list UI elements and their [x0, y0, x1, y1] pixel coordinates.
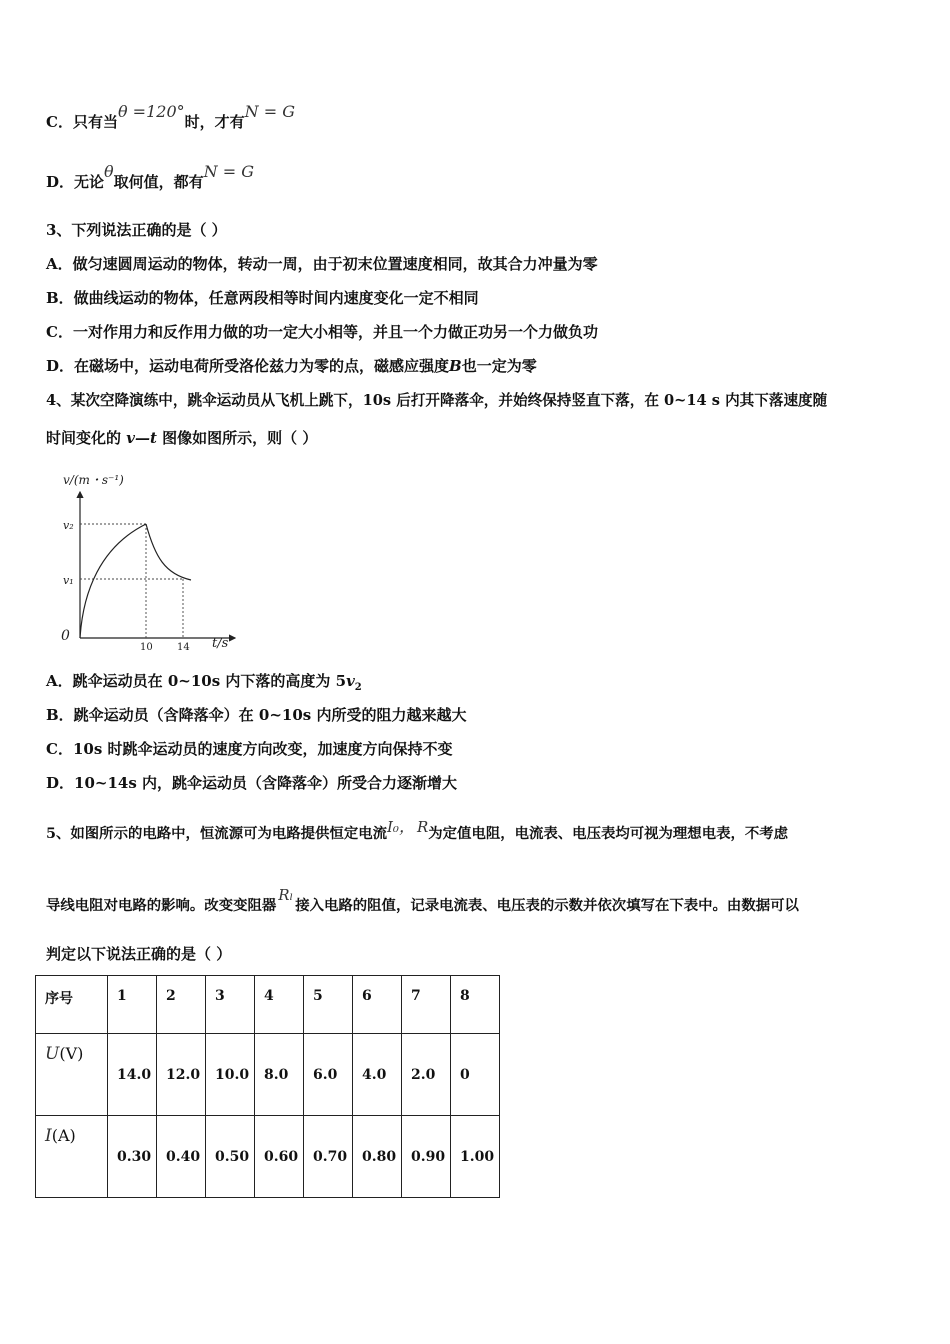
table-cell: 0.40 [157, 1116, 206, 1198]
table-row-current [36, 1116, 500, 1198]
table-cell: 14.0 [108, 1034, 157, 1116]
table-col-7: 7 [402, 976, 451, 1034]
table-current-label [36, 1116, 108, 1198]
q3-option-a: A．做匀速圆周运动的物体，转动一周，由于初末位置速度相同，故其合力冲量为零 [46, 255, 598, 273]
graph-origin-label: 0 [61, 628, 70, 644]
q4-stem-line2 [46, 428, 317, 448]
q3-option-d-var: B [449, 357, 462, 375]
q2-option-d-mid: 取何值，都有 [113, 173, 204, 191]
graph-curve-rising [80, 524, 146, 638]
graph-t14-label: 14 [177, 642, 190, 653]
graph-curve-falling [146, 524, 191, 580]
q4-option-b: B．跳伞运动员（含降落伞）在 0~10s 内所受的阻力越来越大 [46, 706, 467, 724]
q4-option-c: C．10s 时跳伞运动员的速度方向改变，加速度方向保持不变 [46, 740, 453, 758]
q2-option-c [46, 102, 295, 132]
q2-option-c-math-theta: θ =120° [117, 102, 185, 121]
q5-stem-line1 [46, 814, 789, 842]
graph-t10-label: 10 [140, 642, 153, 653]
table-cell: 2.0 [402, 1034, 451, 1116]
graph-v1-label: v₁ [63, 574, 74, 587]
table-cell: 8.0 [255, 1034, 304, 1116]
q2-option-c-math-n: N = G [244, 102, 295, 121]
q5-l1-resistor: R [416, 818, 429, 836]
table-row-header [36, 976, 500, 1034]
q5-l1-current: I₀ [387, 818, 399, 836]
q4-stem-post: 图像如图所示，则（ ） [156, 429, 318, 447]
q3-option-d-pre: D．在磁场中，运动电荷所受洛伦兹力为零的点，磁感应强度 [46, 357, 450, 375]
table-current-var: I [45, 1126, 52, 1146]
table-voltage-var: U [45, 1044, 60, 1064]
q4-stem-pre: 时间变化的 [46, 429, 127, 447]
table-cell: 12.0 [157, 1034, 206, 1116]
table-col-1: 1 [108, 976, 157, 1034]
q2-option-c-mid: 时，才有 [184, 113, 245, 131]
table-cell: 6.0 [304, 1034, 353, 1116]
table-cell: 0.60 [255, 1116, 304, 1198]
q3-option-c: C．一对作用力和反作用力做的功一定大小相等，并且一个力做正功另一个力做负功 [46, 323, 598, 341]
velocity-time-graph [55, 462, 245, 657]
table-cell: 0.80 [353, 1116, 402, 1198]
q3-option-d-post: 也一定为零 [461, 357, 537, 375]
q3-option-b: B．做曲线运动的物体，任意两段相等时间内速度变化一定不相同 [46, 289, 479, 307]
table-current-unit: (A) [51, 1126, 76, 1145]
q5-stem-line2 [46, 884, 799, 914]
q5-stem-line3: 判定以下说法正确的是（ ） [46, 945, 232, 963]
table-cell: 0.90 [402, 1116, 451, 1198]
q4-option-a-sub: 2 [354, 682, 362, 693]
q4-stem-var: v—t [126, 429, 157, 447]
table-voltage-label [36, 1034, 108, 1116]
table-col-4: 4 [255, 976, 304, 1034]
graph-v2-label: v₂ [63, 519, 74, 532]
q4-option-a-var: v [346, 672, 355, 690]
q5-l1-post: 为定值电阻，电流表、电压表均可视为理想电表，不考虑 [428, 825, 789, 842]
table-cell: 4.0 [353, 1034, 402, 1116]
q5-l2-rheostat: Rₗ [278, 886, 294, 904]
table-col-3: 3 [206, 976, 255, 1034]
table-cell: 10.0 [206, 1034, 255, 1116]
q4-option-d: D．10~14s 内，跳伞运动员（含降落伞）所受合力逐渐增大 [46, 774, 457, 792]
table-cell: 0.30 [108, 1116, 157, 1198]
table-header-label: 序号 [36, 976, 108, 1034]
q4-option-a [46, 671, 362, 698]
table-col-8: 8 [451, 976, 500, 1034]
table-cell: 0 [451, 1034, 500, 1116]
q5-l2-post: 接入电路的阻值，记录电流表、电压表的示数并依次填写在下表中。由数据可以 [295, 897, 799, 914]
table-cell: 1.00 [451, 1116, 500, 1198]
q2-option-d [46, 162, 255, 192]
q2-option-d-math-n: N = G [203, 162, 255, 181]
table-col-5: 5 [304, 976, 353, 1034]
graph-x-axis-label: t/s [212, 636, 229, 651]
q4-stem-line1: 4、某次空降演练中，跳伞运动员从飞机上跳下，10s 后打开降落伞，并始终保持竖直下落，在 0~14 s 内其下落速度随 [46, 392, 828, 409]
q5-l1-pre: 5、如图所示的电路中，恒流源可为电路提供恒定电流 [46, 825, 387, 842]
q3-stem: 3、下列说法正确的是（ ） [46, 221, 227, 239]
q4-option-a-pre: A．跳伞运动员在 0~10s 内下落的高度为 5 [46, 672, 347, 690]
q5-l2-pre: 导线电阻对电路的影响。改变变阻器 [46, 897, 277, 914]
table-cell: 0.50 [206, 1116, 255, 1198]
graph-y-axis-label: v/(m・s⁻¹) [63, 473, 124, 487]
q2-option-c-prefix: C．只有当 [46, 113, 118, 131]
table-col-6: 6 [353, 976, 402, 1034]
q2-option-d-prefix: D．无论 [46, 173, 105, 191]
table-col-2: 2 [157, 976, 206, 1034]
table-row-voltage [36, 1034, 500, 1116]
q5-l1-sep: ， [398, 817, 415, 836]
table-voltage-unit: (V) [59, 1044, 84, 1063]
q2-option-d-math-theta: θ [104, 162, 114, 181]
table-cell: 0.70 [304, 1116, 353, 1198]
q3-option-d [46, 356, 537, 376]
data-table [35, 975, 500, 1198]
